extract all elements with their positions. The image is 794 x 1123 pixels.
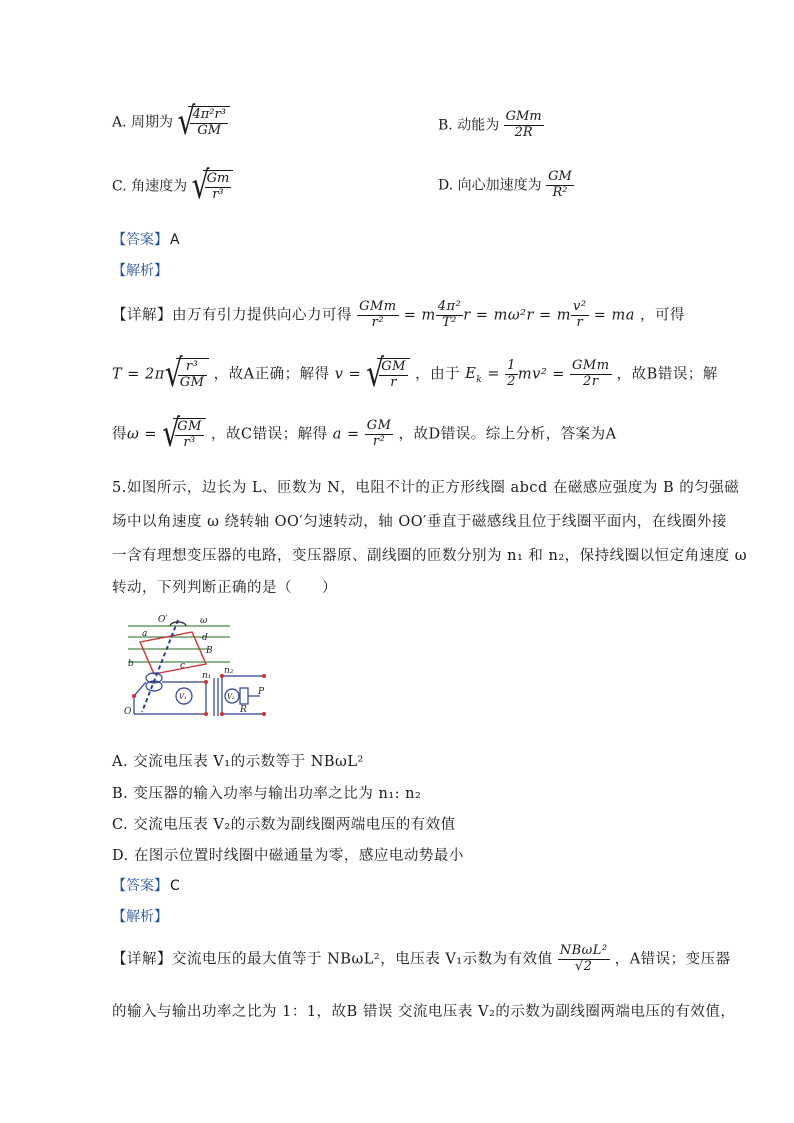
fraction-denominator: GM [197, 122, 222, 138]
label-r: R [240, 705, 247, 715]
answer-q5 [112, 875, 180, 895]
detail-q4-text: ，故A正确；解得 [213, 366, 330, 383]
sqrt-formula: √ $\frac{\text{4π²r³}}{GM}$ [177, 106, 229, 139]
option-d-label: D. 向心加速度为 [438, 177, 542, 194]
fraction-denominator: R² [552, 184, 568, 200]
sqrt-formula: √ $\frac{GM}{r}$ [366, 358, 410, 391]
option-d [438, 170, 574, 201]
fraction-denominator: 2R [514, 124, 533, 140]
label-b: b [128, 659, 134, 669]
option-b [438, 110, 544, 141]
option-b-label: B. 动能为 [438, 117, 500, 134]
q5-option-d: D. 在图示位置时线圈中磁通量为零，感应电动势最小 [112, 848, 464, 864]
detail-q5-text: 【详解】交流电压的最大值等于 NBωL²，电压表 V₁示数为有效值 [112, 951, 553, 968]
option-c-label: C. 角速度为 [112, 178, 188, 195]
formula-fraction: $\frac{\text{v²}}{r}$ [573, 299, 587, 330]
detail-q5-text: ，A错误；变压器 [614, 951, 731, 968]
label-n1: n₁ [202, 671, 212, 681]
analysis-tag-q5: 【解析】 [112, 909, 168, 925]
fraction-numerator: GM [548, 169, 572, 184]
label-B: B [206, 646, 213, 656]
detail-q4-line2: T = 2π √ $\frac{\text{r³}}{GM}$ ，故A正确；解得 v = √ $\frac{GM}{r}$ ，由于 $E_k$ = $\frac{1}{2}$ mv² = $\frac{\text{GMm}}{2r}$ ，故B错误；解 [112, 350, 718, 396]
formula-fraction: $\frac{\text{GMm}}{\text{r²}}$ [359, 299, 397, 330]
detail-q4-text: ，故C错误；解得 [211, 426, 328, 443]
formula-fraction: $\frac{\text{GMm}}{2r}$ [572, 358, 610, 389]
q5-stem-line3: 一含有理想变压器的电路，变压器原、副线圈的匝数分别为 n₁ 和 n₂，保持线圈以恒定角速度 ω [112, 548, 748, 564]
label-c: c [180, 661, 186, 671]
formula-fraction: $\frac{1}{2}$ [507, 358, 516, 389]
answer-tag: 【答案】 [112, 878, 168, 894]
detail-q4-line1: 【详解】由万有引力提供向心力可得 $\frac{\text{GMm}}{\text{r²}}$ = m $\frac{\text{4π²}}{\text{T²}}$ r = mω²r = m $\frac{\text{v²}}{r}$ = ma ，可得 [112, 299, 685, 330]
fraction-numerator: 4π²r³ [192, 107, 226, 122]
label-n2: n₂ [224, 666, 234, 676]
q5-option-a: A. 交流电压表 V₁的示数等于 NBωL² [112, 754, 364, 770]
answer-value: C [170, 878, 180, 894]
q5-option-b: B. 变压器的输入功率与输出功率之比为 n₁: n₂ [112, 786, 422, 802]
answer-value: A [170, 232, 180, 248]
detail-q4-text: ，故B错误；解 [616, 366, 718, 383]
label-v2: V₂ [227, 693, 235, 701]
fraction [504, 110, 544, 141]
formula-fraction: $\frac{\text{4π²}}{\text{T²}}$ [437, 299, 462, 330]
rotation-axis [142, 620, 178, 712]
sqrt-formula: √ $\frac{Gm}{\text{r³}}$ [192, 170, 234, 203]
fraction-denominator: r³ [212, 186, 224, 202]
label-d: d [202, 633, 208, 643]
sqrt-formula: √ $\frac{GM}{\text{r³}}$ [162, 418, 206, 451]
label-v1: V₁ [179, 693, 187, 701]
fraction [546, 170, 574, 201]
detail-q4-line3: 得ω = √ $\frac{GM}{\text{r³}}$ ，故C错误；解得 a = $\frac{GM}{\text{r²}}$ ，故D错误。综上分析，答案为A [112, 410, 617, 456]
detail-q4-text: ，由于 [415, 366, 461, 383]
coil-square [140, 632, 206, 674]
option-c [112, 162, 233, 208]
detail-q4-text: 得 [112, 426, 127, 443]
label-o-top: O′ [158, 615, 168, 625]
fraction-numerator: Gm [206, 171, 230, 186]
detail-q5-line2: 的输入与输出功率之比为 1：1，故B 错误 交流电压表 V₂的示数为副线圈两端电压的有效值， [112, 1004, 736, 1020]
coil-circuit-diagram [120, 612, 270, 720]
q5-option-c: C. 交流电压表 V₂的示数为副线圈两端电压的有效值 [112, 817, 456, 833]
formula-fraction: $\frac{GM}{\text{r²}}$ [366, 418, 392, 449]
q5-stem-line4: 转动，下列判断正确的是（ ） [112, 580, 337, 596]
label-omega: ω [200, 616, 208, 626]
q5-stem-line1: 5.如图所示，边长为 L、匝数为 N，电阻不计的正方形线圈 abcd 在磁感应强度为 B 的匀强磁 [112, 480, 740, 496]
answer-tag: 【答案】 [112, 232, 168, 248]
detail-q4-text: ，故D错误。综上分析，答案为A [398, 426, 617, 443]
label-a: a [142, 629, 148, 639]
label-p: P [258, 687, 265, 697]
detail-q4-suffix: ，可得 [639, 307, 685, 324]
option-a-label: A. 周期为 [112, 114, 174, 131]
analysis-tag-q4: 【解析】 [112, 263, 168, 279]
answer-q4 [112, 229, 180, 249]
sqrt-formula: √ $\frac{\text{r³}}{GM}$ [165, 358, 209, 391]
formula-fraction: $\frac{\text{NBωL²}}{√2}$ [559, 943, 608, 974]
label-o: O [124, 707, 132, 717]
detail-q4-prefix: 【详解】由万有引力提供向心力可得 [112, 307, 352, 324]
fraction-numerator: GMm [505, 109, 542, 124]
option-a [112, 98, 230, 144]
detail-q5-line1 [112, 944, 731, 975]
q5-stem-line2: 场中以角速度 ω 绕转轴 OO′匀速转动，轴 OO′垂直于磁感线且位于线圈平面内，在线圈外接 [112, 514, 727, 530]
